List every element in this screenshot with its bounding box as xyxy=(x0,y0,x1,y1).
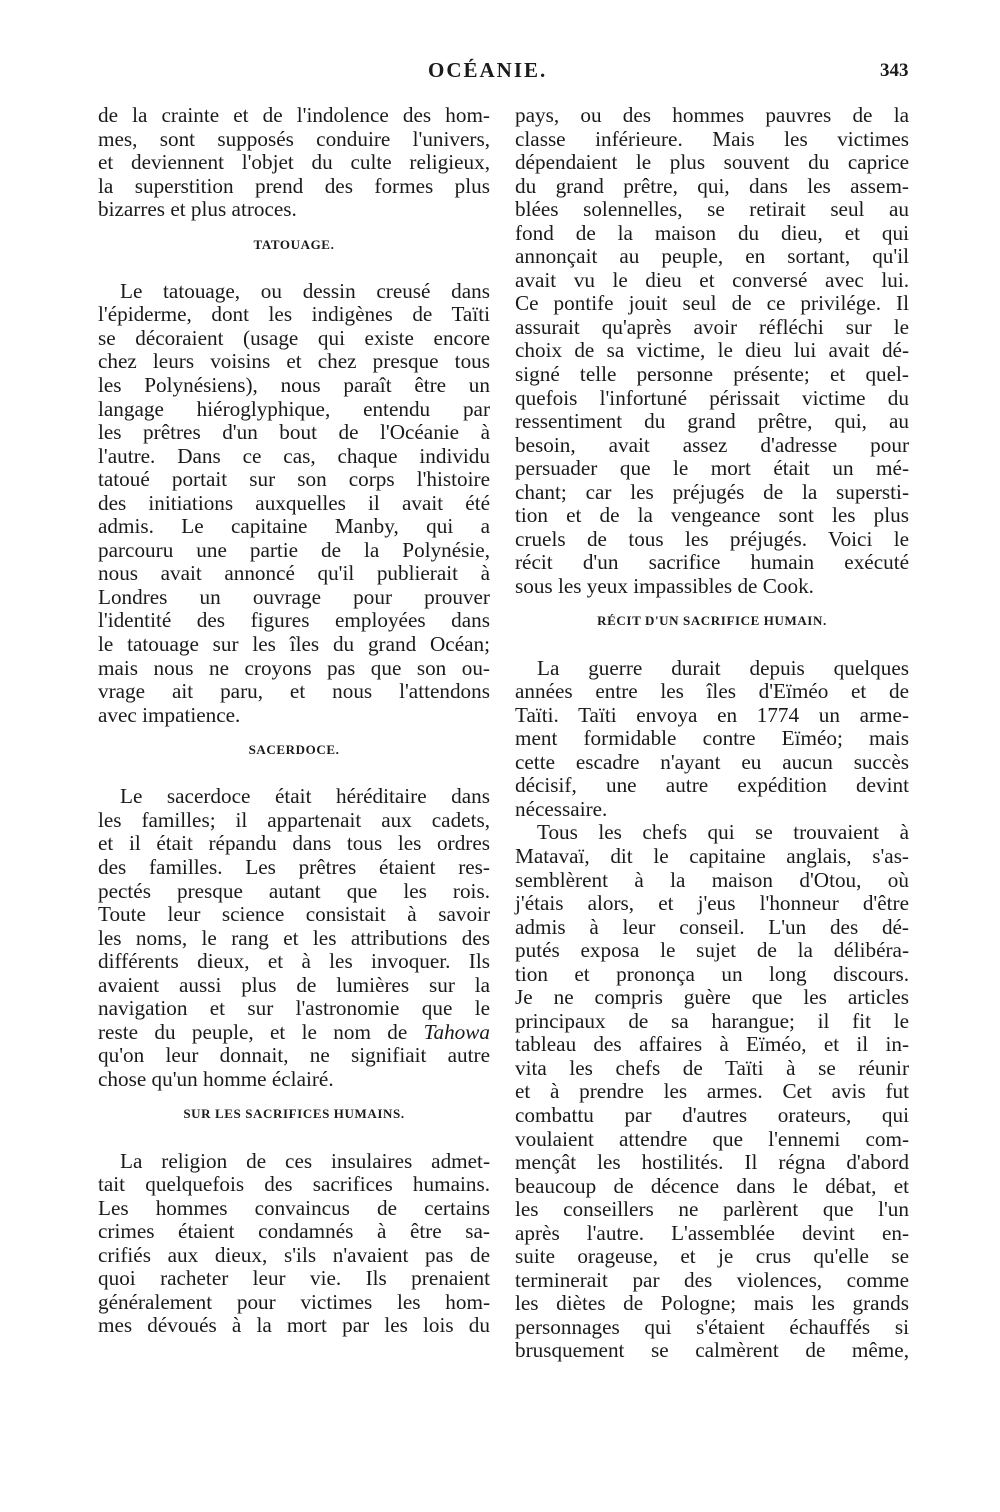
section-heading-sacerdoce: SACERDOCE. xyxy=(248,742,340,758)
text-line: avaient aussi plus de lumières sur la xyxy=(98,972,490,997)
text-line: mes, sont supposés conduire l'univers, xyxy=(98,126,490,151)
text-line: les familles; il appartenait aux cadets, xyxy=(98,807,490,832)
text-line: les conseillers ne parlèrent que l'un xyxy=(515,1197,909,1222)
text-line: suite orageuse, et je crus qu'elle se xyxy=(515,1244,909,1269)
text-line-with-italic xyxy=(98,1021,490,1045)
text-line: et il était répandu dans tous les ordres xyxy=(98,831,490,856)
text-line: crifiés aux dieux, s'ils n'avaient pas de xyxy=(98,1242,490,1267)
text-line: langage hiéroglyphique, entendu par xyxy=(98,396,490,421)
text-line: personnages qui s'étaient échauffés si xyxy=(515,1314,909,1339)
text-line: cette escadre n'ayant eu aucun succès xyxy=(515,749,909,774)
text-line: La religion de ces insulaires admet- xyxy=(120,1148,490,1173)
text-line: combattu par d'autres orateurs, qui xyxy=(515,1102,909,1127)
text-line: qu'on leur donnait, ne signifiait autre xyxy=(98,1043,490,1068)
text-line: j'étais alors, et j'eus l'honneur d'être xyxy=(515,891,909,916)
text-line: décisif, une autre expédition devint xyxy=(515,773,909,798)
text-line: l'identité des figures employées dans xyxy=(98,608,490,633)
text-line: signé telle personne présente; et quel- xyxy=(515,362,909,387)
text-line: l'autre. Dans ce cas, chaque individu xyxy=(98,443,490,468)
text-line: besoin, avait assez d'adresse pour xyxy=(515,432,909,457)
text-line: et deviennent l'objet du culte religieux, xyxy=(98,150,490,175)
text-line: différents dieux, et à les invoquer. Ils xyxy=(98,949,490,974)
text-line: ment formidable contre Eïméo; mais xyxy=(515,726,909,751)
text-line: des familles. Les prêtres étaient res- xyxy=(98,854,490,879)
text-line: quoi racheter leur vie. Ils prenaient xyxy=(98,1266,490,1291)
text-line: tait quelquefois des sacrifices humains. xyxy=(98,1172,490,1197)
text-line: chose qu'un homme éclairé. xyxy=(98,1066,334,1091)
text-line: pays, ou des hommes pauvres de la xyxy=(515,103,909,127)
text-line: La guerre durait depuis quelques xyxy=(537,655,909,680)
text-line: quefois l'infortuné périssait victime du xyxy=(515,385,909,410)
text-line: chant; car les préjugés de la supersti- xyxy=(515,479,909,504)
text-line: les prêtres d'un bout de l'Océanie à xyxy=(98,420,490,445)
text-line: après l'autre. L'assemblée devint en- xyxy=(515,1220,909,1245)
text-line: récit d'un sacrifice humain exécuté xyxy=(515,550,909,575)
section-heading-sacrifices: SUR LES SACRIFICES HUMAINS. xyxy=(183,1106,405,1122)
continuation-paragraph xyxy=(515,104,909,598)
text-line: semblèrent à la maison d'Otou, où xyxy=(515,867,909,892)
text-line: assurait qu'après avoir réfléchi sur le xyxy=(515,314,909,339)
text-line: terminerait par des violences, comme xyxy=(515,1267,909,1292)
text-line: et à prendre les armes. Cet avis fut xyxy=(515,1079,909,1104)
text-line: choix de sa victime, le dieu lui avait dé- xyxy=(515,338,909,363)
text-line: cruels de tous les préjugés. Voici le xyxy=(515,526,909,551)
text-line: de la crainte et de l'indolence des hom- xyxy=(98,103,490,127)
recit-paragraph-1 xyxy=(515,657,909,822)
text-line: les Polynésiens), nous paraît être un xyxy=(98,373,490,398)
sacrifices-paragraph xyxy=(98,1150,490,1338)
text-line: bizarres et plus atroces. xyxy=(98,197,297,222)
text-line: admis à leur conseil. L'un des dé- xyxy=(515,914,909,939)
text-line: nous avait annoncé qu'il publierait à xyxy=(98,561,490,586)
text-line: des initiations auxquelles il avait été xyxy=(98,490,490,515)
text-line: putés exposa le sujet de la délibéra- xyxy=(515,938,909,963)
text-line: beaucoup de décence dans le débat, et xyxy=(515,1173,909,1198)
text-line: l'épiderme, dont les indigènes de Taïti xyxy=(98,302,490,327)
text-line: tion et prononça un long discours. xyxy=(515,961,909,986)
text-line: pectés presque autant que les rois. xyxy=(98,878,490,903)
text-line: les diètes de Pologne; mais les grands xyxy=(515,1291,909,1316)
text-fragment: reste du peuple, et le nom de xyxy=(98,1019,424,1044)
text-line: persuader que le mort était un mé- xyxy=(515,456,909,481)
text-line: généralement pour victimes les hom- xyxy=(98,1289,490,1314)
section-heading-recit: RÉCIT D'UN SACRIFICE HUMAIN. xyxy=(597,613,827,629)
text-line: Tous les chefs qui se trouvaient à xyxy=(537,820,909,845)
text-line: Je ne compris guère que les articles xyxy=(515,985,909,1010)
text-line: mes dévoués à la mort par les lois du xyxy=(98,1313,490,1338)
text-line: annonçait au peuple, en sortant, qu'il xyxy=(515,244,909,269)
text-line: avec impatience. xyxy=(98,702,241,727)
text-line: chez leurs voisins et chez presque tous xyxy=(98,349,490,374)
sacerdoce-paragraph xyxy=(98,785,490,1091)
italic-term: Tahowa xyxy=(423,1019,490,1044)
text-line: Taïti. Taïti envoya en 1774 un arme- xyxy=(515,702,909,727)
text-line: années entre les îles d'Eïméo et de xyxy=(515,679,909,704)
text-line: vrage ait paru, et nous l'attendons xyxy=(98,679,490,704)
text-line: Les hommes convaincus de certains xyxy=(98,1195,490,1220)
text-line: brusquement se calmèrent de même, xyxy=(515,1338,909,1363)
text-line: blées solennelles, se retirait seul au xyxy=(515,197,909,222)
text-line: parcouru une partie de la Polynésie, xyxy=(98,537,490,562)
page-number: 343 xyxy=(880,60,909,81)
text-line: Londres un ouvrage pour prouver xyxy=(98,584,490,609)
text-line: Le tatouage, ou dessin creusé dans xyxy=(120,278,490,303)
text-line: nécessaire. xyxy=(515,796,608,821)
text-line: vita les chefs de Taïti à se réunir xyxy=(515,1055,909,1080)
text-line: Toute leur science consistait à savoir xyxy=(98,902,490,927)
text-line: dépendaient le plus souvent du caprice xyxy=(515,150,909,175)
text-line: fond de la maison du dieu, et qui xyxy=(515,220,909,245)
text-line: mais nous ne croyons pas que son ou- xyxy=(98,655,490,680)
text-line: le tatouage sur les îles du grand Océan; xyxy=(98,632,490,657)
text-line: se décoraient (usage qui existe encore xyxy=(98,325,490,350)
left-column xyxy=(98,104,490,1338)
text-line: avait vu le dieu et conversé avec lui. xyxy=(515,267,909,292)
text-line: sous les yeux impassibles de Cook. xyxy=(515,573,814,598)
text-line: navigation et sur l'astronomie que le xyxy=(98,996,490,1021)
running-head xyxy=(0,58,1000,88)
intro-paragraph xyxy=(98,104,490,222)
text-line: voulaient attendre que l'ennemi com- xyxy=(515,1126,909,1151)
text-line: les noms, le rang et les attributions des xyxy=(98,925,490,950)
text-line: Le sacerdoce était héréditaire dans xyxy=(120,784,490,809)
recit-paragraph-2 xyxy=(515,821,909,1363)
text-line: principaux de sa harangue; il fit le xyxy=(515,1008,909,1033)
text-line: tion et de la vengeance sont les plus xyxy=(515,503,909,528)
text-line: la superstition prend des formes plus xyxy=(98,173,490,198)
text-line: classe inférieure. Mais les victimes xyxy=(515,126,909,151)
text-line: Matavaï, dit le capitaine anglais, s'as- xyxy=(515,843,909,868)
running-title: OCÉANIE. xyxy=(428,58,548,82)
text-line: mençât les hostilités. Il régna d'abord xyxy=(515,1150,909,1175)
text-line: crimes étaient condamnés à être sa- xyxy=(98,1219,490,1244)
text-line: tatoué portait sur son corps l'histoire xyxy=(98,467,490,492)
tatouage-paragraph xyxy=(98,280,490,727)
text-line: tableau des affaires à Eïméo, et il in- xyxy=(515,1032,909,1057)
text-line: du grand prêtre, qui, dans les assem- xyxy=(515,173,909,198)
section-heading-tatouage: TATOUAGE. xyxy=(253,236,335,252)
text-line: admis. Le capitaine Manby, qui a xyxy=(98,514,490,539)
text-line: Ce pontife jouit seul de ce privilége. Il xyxy=(515,291,909,316)
right-column xyxy=(515,104,909,1363)
text-line: ressentiment du grand prêtre, qui, au xyxy=(515,409,909,434)
